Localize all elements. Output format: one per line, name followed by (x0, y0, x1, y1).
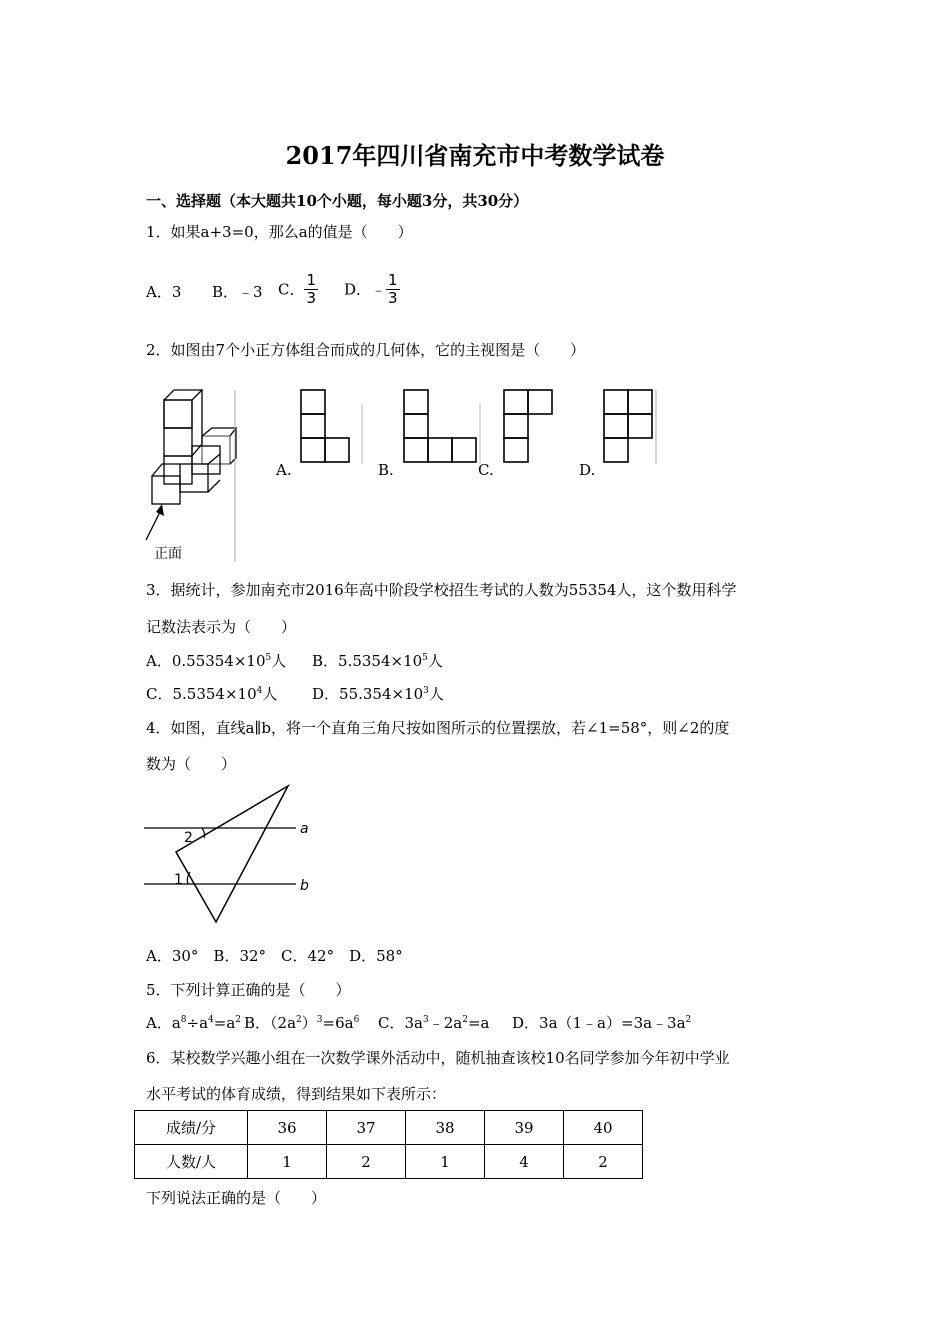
table-cell: 2 (564, 1145, 643, 1179)
option-text: B．5.5354×10 (312, 652, 423, 670)
option-d-view (604, 390, 652, 462)
option-text: C．5.5354×10 (146, 685, 257, 703)
table-cell: 36 (248, 1111, 327, 1145)
question-2-option-d: D. (579, 461, 596, 479)
exponent: 3 (423, 686, 429, 696)
arrow-head-icon (156, 504, 164, 516)
question-5-option-d (512, 1013, 691, 1033)
fraction-denominator: 3 (306, 289, 317, 307)
question-3-option-d (312, 684, 444, 704)
label-line-b: b (300, 878, 309, 894)
expr: C．3a (378, 1014, 423, 1032)
exponent: 6 (353, 1015, 360, 1025)
exponent: 8 (180, 1015, 187, 1025)
fraction-denominator: 3 (388, 289, 398, 307)
fraction-numerator: 1 (388, 271, 398, 289)
question-6-stem-line1: 6．某校数学兴趣小组在一次数学课外活动中，随机抽查该校10名同学参加今年初中学业 (146, 1049, 730, 1067)
table-cell: 成绩/分 (135, 1111, 248, 1145)
question-4-options: A．30° B．32° C．42° D．58° (146, 947, 403, 965)
table-row (135, 1145, 643, 1179)
question-1-stem: 1．如果a+3=0，那么a的值是（ ） (146, 223, 413, 241)
label-line-a: a (300, 821, 309, 837)
expr: ﹣2a (428, 1014, 463, 1032)
expr: ÷a (186, 1014, 209, 1032)
question-2-option-b: B. (378, 461, 394, 479)
question-1-option-d (344, 272, 400, 307)
question-6-stem-line2: 水平考试的体育成绩，得到结果如下表所示： (146, 1085, 447, 1103)
expr: D．3a（1﹣a）=3a﹣3a (512, 1014, 686, 1032)
option-d-label: D．﹣ (344, 280, 387, 299)
unit: 人 (262, 685, 278, 703)
question-6-after-table: 下列说法正确的是（ ） (146, 1189, 327, 1207)
expr: =a (213, 1014, 236, 1032)
unit: 人 (271, 652, 287, 670)
question-3-stem-line1: 3．据统计，参加南充市2016年高中阶段学校招生考试的人数为55354人，这个数用科学 (146, 581, 737, 599)
option-a-view (301, 390, 349, 462)
exponent: 2 (685, 1015, 692, 1025)
question-1-option-b: B．﹣3 (212, 283, 263, 301)
expr: =a (467, 1014, 490, 1032)
question-3-stem-line2: 记数法表示为（ ） (146, 618, 297, 636)
question-4-stem-line2: 数为（ ） (146, 755, 237, 773)
question-3-option-b (312, 651, 443, 671)
exponent: 5 (422, 653, 428, 663)
unit: 人 (428, 685, 444, 703)
question-2-option-a: A. (276, 461, 292, 479)
question-1-option-a: A．3 (146, 283, 182, 301)
table-cell: 38 (406, 1111, 485, 1145)
score-table (134, 1110, 643, 1179)
question-5-option-c (378, 1013, 489, 1033)
fraction-one-third (386, 272, 400, 307)
triangle-ruler (176, 786, 288, 922)
section-heading-choice: 一、选择题（本大题共10个小题，每小题3分，共30分） (146, 192, 529, 210)
exponent: 3 (422, 1015, 429, 1025)
unit: 人 (427, 652, 443, 670)
table-row (135, 1111, 643, 1145)
question-2-option-c: C. (478, 461, 494, 479)
three-d-solid (164, 400, 192, 428)
table-cell: 2 (327, 1145, 406, 1179)
table-cell: 37 (327, 1111, 406, 1145)
table-cell: 40 (564, 1111, 643, 1145)
question-3-option-c (146, 684, 277, 704)
option-c-label: C． (278, 280, 305, 299)
label-angle-2: 2 (184, 830, 193, 846)
table-cell: 人数/人 (135, 1145, 248, 1179)
exponent: 4 (256, 686, 263, 696)
label-angle-1: 1 (174, 872, 183, 888)
exponent: 2 (296, 1015, 302, 1025)
option-c-view (504, 390, 552, 462)
question-5-stem: 5．下列计算正确的是（ ） (146, 981, 351, 999)
question-1-option-c (278, 272, 318, 307)
option-text: D．55.354×10 (312, 685, 424, 703)
option-text: A．0.55354×10 (146, 652, 266, 670)
question-3-option-a (146, 651, 286, 671)
question-4-stem-line1: 4．如图，直线a∥b，将一个直角三角尺按如图所示的位置摆放，若∠1=58°，则∠2的度 (146, 719, 730, 737)
table-cell: 39 (485, 1111, 564, 1145)
expr: A．a (146, 1014, 181, 1032)
exponent: 5 (265, 653, 272, 663)
table-cell: 1 (406, 1145, 485, 1179)
exponent: 4 (208, 1015, 214, 1025)
front-label: 正面 (154, 546, 182, 562)
question-5-option-a (146, 1013, 241, 1033)
fraction-one-third (304, 272, 318, 307)
expr: B．（2a (244, 1014, 297, 1032)
expr: =6a (322, 1014, 354, 1032)
fraction-numerator: 1 (306, 271, 317, 289)
option-b-view (404, 390, 476, 462)
exponent: 3 (316, 1015, 323, 1025)
question-2-stem: 2．如图由7个小正方体组合而成的几何体，它的主视图是（ ） (146, 341, 586, 359)
page-title: 2017年四川省南充市中考数学试卷 (285, 141, 665, 170)
expr: ） (301, 1014, 317, 1032)
parallel-lines-figure (140, 780, 330, 930)
exponent: 2 (235, 1015, 242, 1025)
table-cell: 4 (485, 1145, 564, 1179)
exponent: 2 (462, 1015, 468, 1025)
table-cell: 1 (248, 1145, 327, 1179)
question-5-option-b (244, 1013, 359, 1033)
